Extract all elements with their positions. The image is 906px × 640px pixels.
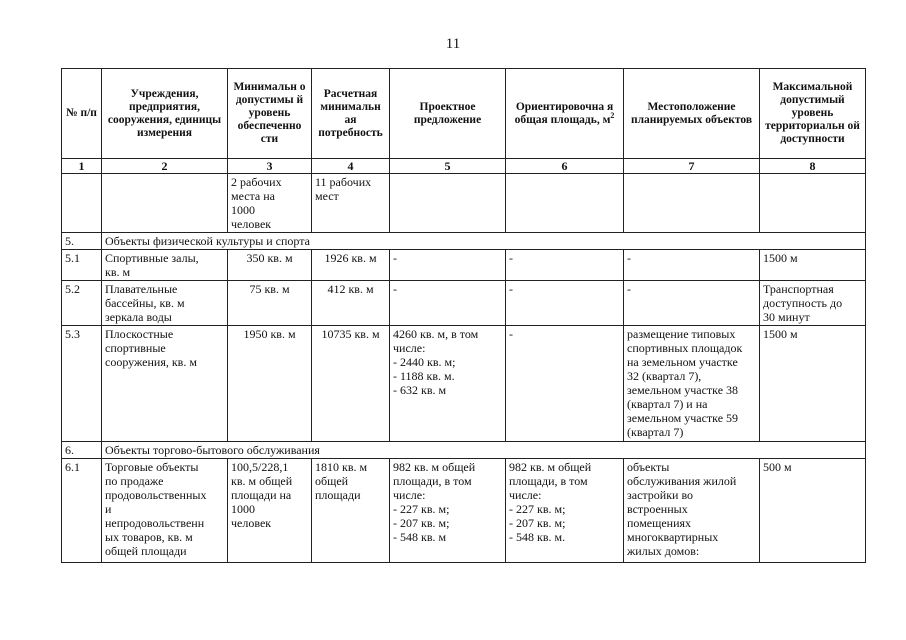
cell-min-level: 100,5/228,1 кв. м общей площади на 1000 человек [228, 459, 312, 563]
cell-calc-need: 1810 кв. м общей площади [312, 459, 390, 563]
header-area-text: Ориентировочна я общая площадь, м [514, 100, 614, 126]
cell-min-level: 1950 кв. м [228, 326, 312, 442]
cell-proposal: 4260 кв. м, в том числе: - 2440 кв. м; - 1188 кв. м. - 632 кв. м [390, 326, 506, 442]
header-proposal: Проектное предложение [390, 69, 506, 159]
cell-num: 5.1 [62, 250, 102, 281]
cell-proposal: - [390, 250, 506, 281]
section-title: Объекты торгово-бытового обслуживания [102, 442, 866, 459]
cell-max-access: 500 м [760, 459, 866, 563]
cell-name [102, 174, 228, 233]
column-number: 6 [506, 159, 624, 174]
cell-name: Плавательные бассейны, кв. м зеркала воды [102, 281, 228, 326]
cell-name: Торговые объекты по продаже продовольственных и непродовольственн ых товаров, кв. м общей площади [102, 459, 228, 563]
cell-max-access: 1500 м [760, 250, 866, 281]
cell-location: - [624, 250, 760, 281]
cell-max-access: Транспортная доступность до 30 минут [760, 281, 866, 326]
cell-name: Спортивные залы, кв. м [102, 250, 228, 281]
cell-area: - [506, 326, 624, 442]
column-number: 3 [228, 159, 312, 174]
table-row-5-1 [62, 250, 866, 281]
cell-min-level: 2 рабочих места на 1000 человек [228, 174, 312, 233]
cell-area: - [506, 250, 624, 281]
header-institution: Учреждения, предприятия, сооружения, единицы измерения [102, 69, 228, 159]
cell-name: Плоскостные спортивные сооружения, кв. м [102, 326, 228, 442]
header-calc-need: Расчетная минимальн ая потребность [312, 69, 390, 159]
cell-location: - [624, 281, 760, 326]
column-number: 7 [624, 159, 760, 174]
cell-location: размещение типовых спортивных площадок на земельном участке 32 (квартал 7), земельном участке 38 (квартал 7) и на земельном участке 59 (квартал 7) [624, 326, 760, 442]
header-row [62, 69, 866, 159]
column-number: 5 [390, 159, 506, 174]
column-number: 8 [760, 159, 866, 174]
section-row-5 [62, 233, 866, 250]
table-row-6-1 [62, 459, 866, 563]
column-number-row [62, 159, 866, 174]
cell-min-level: 350 кв. м [228, 250, 312, 281]
cell-num: 5.3 [62, 326, 102, 442]
cell-calc-need: 11 рабочих мест [312, 174, 390, 233]
cell-location [624, 174, 760, 233]
cell-num [62, 174, 102, 233]
table-row-5-2 [62, 281, 866, 326]
cell-max-access: 1500 м [760, 326, 866, 442]
column-number: 1 [62, 159, 102, 174]
column-number: 2 [102, 159, 228, 174]
column-number: 4 [312, 159, 390, 174]
header-area-sup: 2 [610, 110, 615, 120]
header-location: Местоположение планируемых объектов [624, 69, 760, 159]
table-row-5-3 [62, 326, 866, 442]
cell-proposal [390, 174, 506, 233]
section-row-6 [62, 442, 866, 459]
table-row-continuation [62, 174, 866, 233]
cell-location: объекты обслуживания жилой застройки во встроенных помещениях многоквартирных жилых домов: [624, 459, 760, 563]
cell-calc-need: 10735 кв. м [312, 326, 390, 442]
cell-proposal: 982 кв. м общей площади, в том числе: - 227 кв. м; - 207 кв. м; - 548 кв. м [390, 459, 506, 563]
cell-max-access [760, 174, 866, 233]
cell-num: 6.1 [62, 459, 102, 563]
cell-calc-need: 412 кв. м [312, 281, 390, 326]
cell-area [506, 174, 624, 233]
header-num: № п/п [62, 69, 102, 159]
cell-area: 982 кв. м общей площади, в том числе: - 227 кв. м; - 207 кв. м; - 548 кв. м. [506, 459, 624, 563]
page-number: 11 [445, 36, 461, 52]
section-num: 5. [62, 233, 102, 250]
cell-num: 5.2 [62, 281, 102, 326]
section-title: Объекты физической культуры и спорта [102, 233, 866, 250]
header-area [506, 69, 624, 159]
header-max-access: Максимальной допустимый уровень территориальн ой доступности [760, 69, 866, 159]
cell-calc-need: 1926 кв. м [312, 250, 390, 281]
document-table [61, 68, 866, 563]
cell-min-level: 75 кв. м [228, 281, 312, 326]
section-num: 6. [62, 442, 102, 459]
cell-area: - [506, 281, 624, 326]
header-min-level: Минимальн о допустимы й уровень обеспеченно сти [228, 69, 312, 159]
cell-proposal: - [390, 281, 506, 326]
